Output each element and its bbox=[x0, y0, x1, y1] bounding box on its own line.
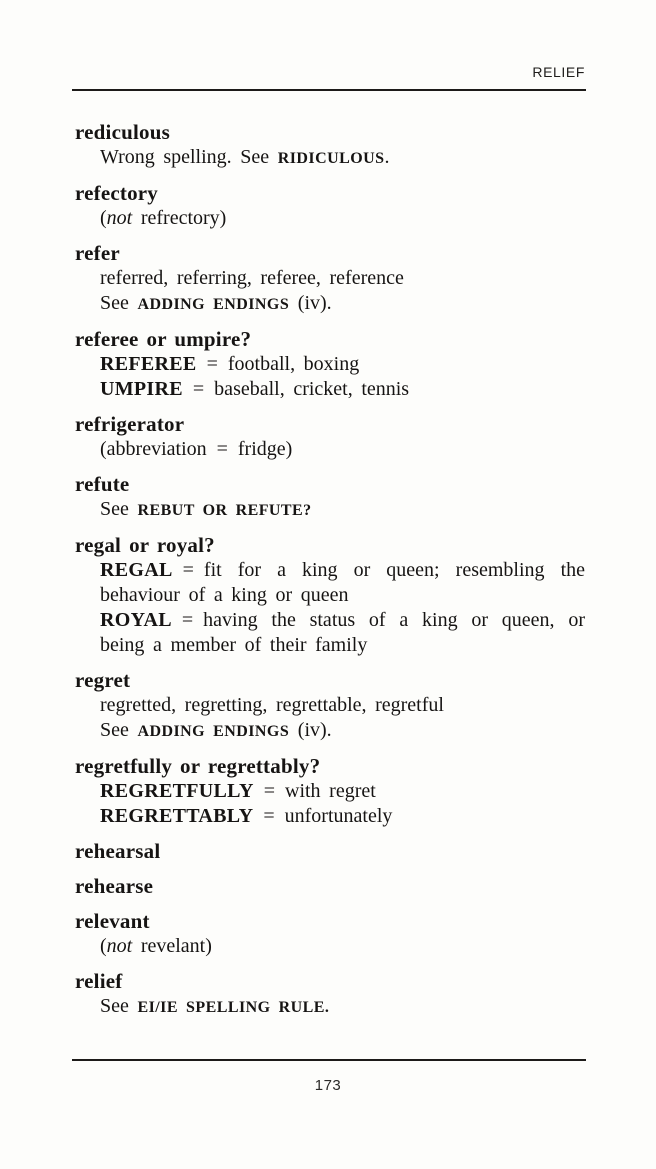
running-head: RELIEF bbox=[532, 64, 585, 80]
header-rule bbox=[72, 89, 586, 91]
text-segment: See bbox=[100, 498, 138, 520]
text-segment: UMPIRE bbox=[100, 378, 183, 400]
entry bbox=[75, 874, 585, 899]
text-segment: regretted, regretting, regrettable, regretful bbox=[100, 694, 444, 716]
text-segment: = baseball, cricket, tennis bbox=[182, 378, 410, 400]
entry bbox=[75, 472, 585, 523]
text-segment: not bbox=[106, 207, 133, 229]
entry-headword: regretfully or regrettably? bbox=[75, 754, 321, 778]
text-segment: ( bbox=[100, 935, 107, 957]
entry-line bbox=[75, 558, 585, 583]
entry bbox=[75, 839, 585, 864]
entry-line bbox=[75, 718, 585, 744]
text-segment: See bbox=[100, 292, 138, 314]
entry-headword: regret bbox=[75, 668, 131, 692]
entry-headword: rediculous bbox=[75, 120, 170, 144]
footer-rule bbox=[72, 1059, 586, 1061]
entry-headword: refectory bbox=[75, 181, 159, 205]
text-segment: ( bbox=[100, 207, 107, 229]
text-segment: being a member of their family bbox=[100, 634, 368, 656]
entry-line bbox=[75, 352, 585, 377]
entry bbox=[75, 668, 585, 744]
text-segment: REBUT OR REFUTE? bbox=[137, 502, 312, 519]
entry-line bbox=[75, 583, 585, 608]
entry-line bbox=[75, 206, 585, 231]
text-segment: referred, referring, referee, reference bbox=[100, 267, 404, 289]
entry-line bbox=[75, 779, 585, 804]
text-segment: RIDICULOUS bbox=[277, 150, 385, 167]
entry-line bbox=[75, 608, 585, 633]
entry bbox=[75, 241, 585, 317]
text-segment: not bbox=[106, 935, 133, 957]
text-segment: EI/IE SPELLING RULE. bbox=[137, 999, 330, 1016]
text-segment: = football, boxing bbox=[196, 353, 360, 375]
entry bbox=[75, 909, 585, 959]
text-segment: = fit for a king or queen; resembling the bbox=[172, 559, 585, 581]
entry-line bbox=[75, 497, 585, 523]
text-segment: REGAL bbox=[100, 559, 173, 581]
entry-line bbox=[75, 693, 585, 718]
entry-line bbox=[75, 804, 585, 829]
entry-line bbox=[75, 145, 585, 171]
entry bbox=[75, 969, 585, 1020]
entry bbox=[75, 327, 585, 402]
text-segment: revelant) bbox=[132, 935, 212, 957]
entry-headword: refute bbox=[75, 472, 130, 496]
entry-headword: referee or umpire? bbox=[75, 327, 252, 351]
text-segment: . bbox=[384, 146, 390, 168]
entry-headword: refer bbox=[75, 241, 120, 265]
entry-line bbox=[75, 994, 585, 1020]
entry bbox=[75, 120, 585, 171]
text-segment: REGRETTABLY bbox=[100, 805, 254, 827]
entry bbox=[75, 412, 585, 462]
entry-line bbox=[75, 934, 585, 959]
entry-headword: refrigerator bbox=[75, 412, 185, 436]
text-segment: (iv). bbox=[289, 719, 332, 741]
text-segment: ROYAL bbox=[100, 609, 172, 631]
entry-line bbox=[75, 266, 585, 291]
entry-headword: rehearsal bbox=[75, 839, 161, 863]
entry-line bbox=[75, 633, 585, 658]
entry bbox=[75, 754, 585, 829]
text-segment: ADDING ENDINGS bbox=[137, 296, 290, 313]
entry-line bbox=[75, 437, 585, 462]
entry-headword: relief bbox=[75, 969, 123, 993]
page-number: 173 bbox=[314, 1077, 342, 1094]
text-segment: refrectory) bbox=[132, 207, 227, 229]
entry-headword: regal or royal? bbox=[75, 533, 215, 557]
entry-line bbox=[75, 291, 585, 317]
entry-headword: relevant bbox=[75, 909, 150, 933]
entry bbox=[75, 533, 585, 658]
text-segment: (iv). bbox=[289, 292, 332, 314]
text-segment: REFEREE bbox=[100, 353, 197, 375]
entry-headword: rehearse bbox=[75, 874, 154, 898]
text-segment: Wrong spelling. See bbox=[100, 146, 278, 168]
text-segment: See bbox=[100, 719, 138, 741]
text-segment: REGRETFULLY bbox=[100, 780, 254, 802]
text-segment: = having the status of a king or queen, or bbox=[171, 609, 585, 631]
text-segment: behaviour of a king or queen bbox=[100, 584, 349, 606]
text-segment: See bbox=[100, 995, 138, 1017]
entries bbox=[75, 120, 585, 1030]
text-segment: = unfortunately bbox=[253, 805, 393, 827]
entry-line bbox=[75, 377, 585, 402]
text-segment: = with regret bbox=[253, 780, 376, 802]
text-segment: ADDING ENDINGS bbox=[137, 723, 290, 740]
entry bbox=[75, 181, 585, 231]
text-segment: (abbreviation = fridge) bbox=[100, 438, 293, 460]
